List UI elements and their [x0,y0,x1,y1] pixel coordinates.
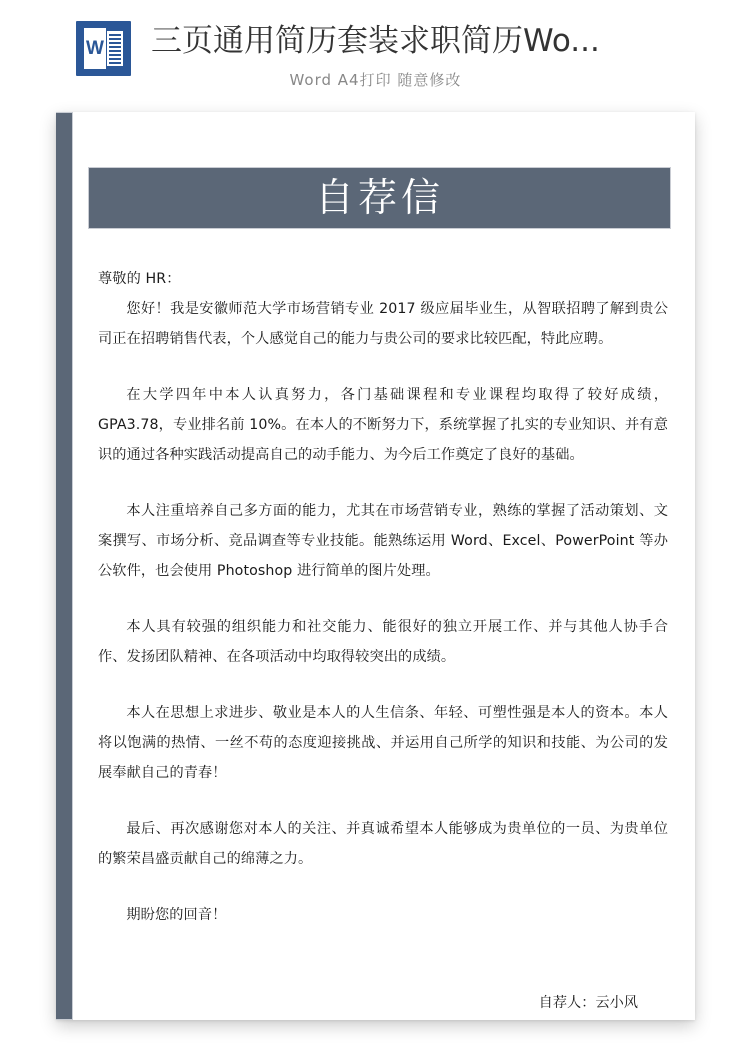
letter-title-banner [88,167,671,229]
letter-paragraph-1: 您好！我是安徽师范大学市场营销专业 2017 级应届毕业生，从智联招聘了解到贵公司正在招聘销售代表，个人感觉自己的能力与贵公司的要求比较匹配，特此应聘。 [98,301,668,347]
letter-paragraph-2: 在大学四年中本人认真努力，各门基础课程和专业课程均取得了较好成绩，GPA3.78，专业排名前 10%。在本人的不断努力下，系统掌握了扎实的专业知识、并有意识的通过各种实践活动提高自己的动手能力、为今后工作奠定了良好的基础。 [98,387,668,463]
letter-paragraph-6: 最后、再次感谢您对本人的关注、并真诚希望本人能够成为贵单位的一员、为贵单位的繁荣昌盛贡献自己的绵薄之力。 [98,821,668,867]
letter-paragraph-5: 本人在思想上求进步、敬业是本人的人生信条、年轻、可塑性强是本人的资本。本人将以饱满的热情、一丝不苟的态度迎接挑战、并运用自己所学的知识和技能、为公司的发展奉献自己的青春！ [98,705,668,781]
a4-page [56,112,695,1020]
page-title: 三页通用简历套装求职简历Wo... [151,23,600,59]
word-document-icon [76,21,131,76]
document-header [0,0,750,108]
letter-body [98,264,668,1018]
letter-title: 自荐信 [314,175,444,221]
letter-closing-line: 期盼您的回音！ [126,907,227,923]
letter-salutation: 尊敬的 HR： [98,271,181,287]
word-icon-text-lines [107,31,123,66]
document-page-preview [56,112,695,1020]
header-inner [0,0,600,90]
letter-signature: 自荐人：云小风 [538,995,638,1011]
header-text-block [131,21,600,90]
letter-paragraph-4: 本人具有较强的组织能力和社交能力、能很好的独立开展工作、并与其他人协手合作、发扬团队精神、在各项活动中均取得较突出的成绩。 [98,619,668,665]
word-icon-letter-w: W [86,38,104,59]
page-subtitle: Word A4打印 随意修改 [289,71,462,89]
letter-paragraph-3: 本人注重培养自己多方面的能力，尤其在市场营销专业，熟练的掌握了活动策划、文案撰写、市场分析、竞品调查等专业技能。能熟练运用 Word、Excel、PowerPoint 等办公软件，也会使用 Photoshop 进行简单的图片处理。 [98,503,668,579]
page-left-accent-stripe [56,112,73,1020]
